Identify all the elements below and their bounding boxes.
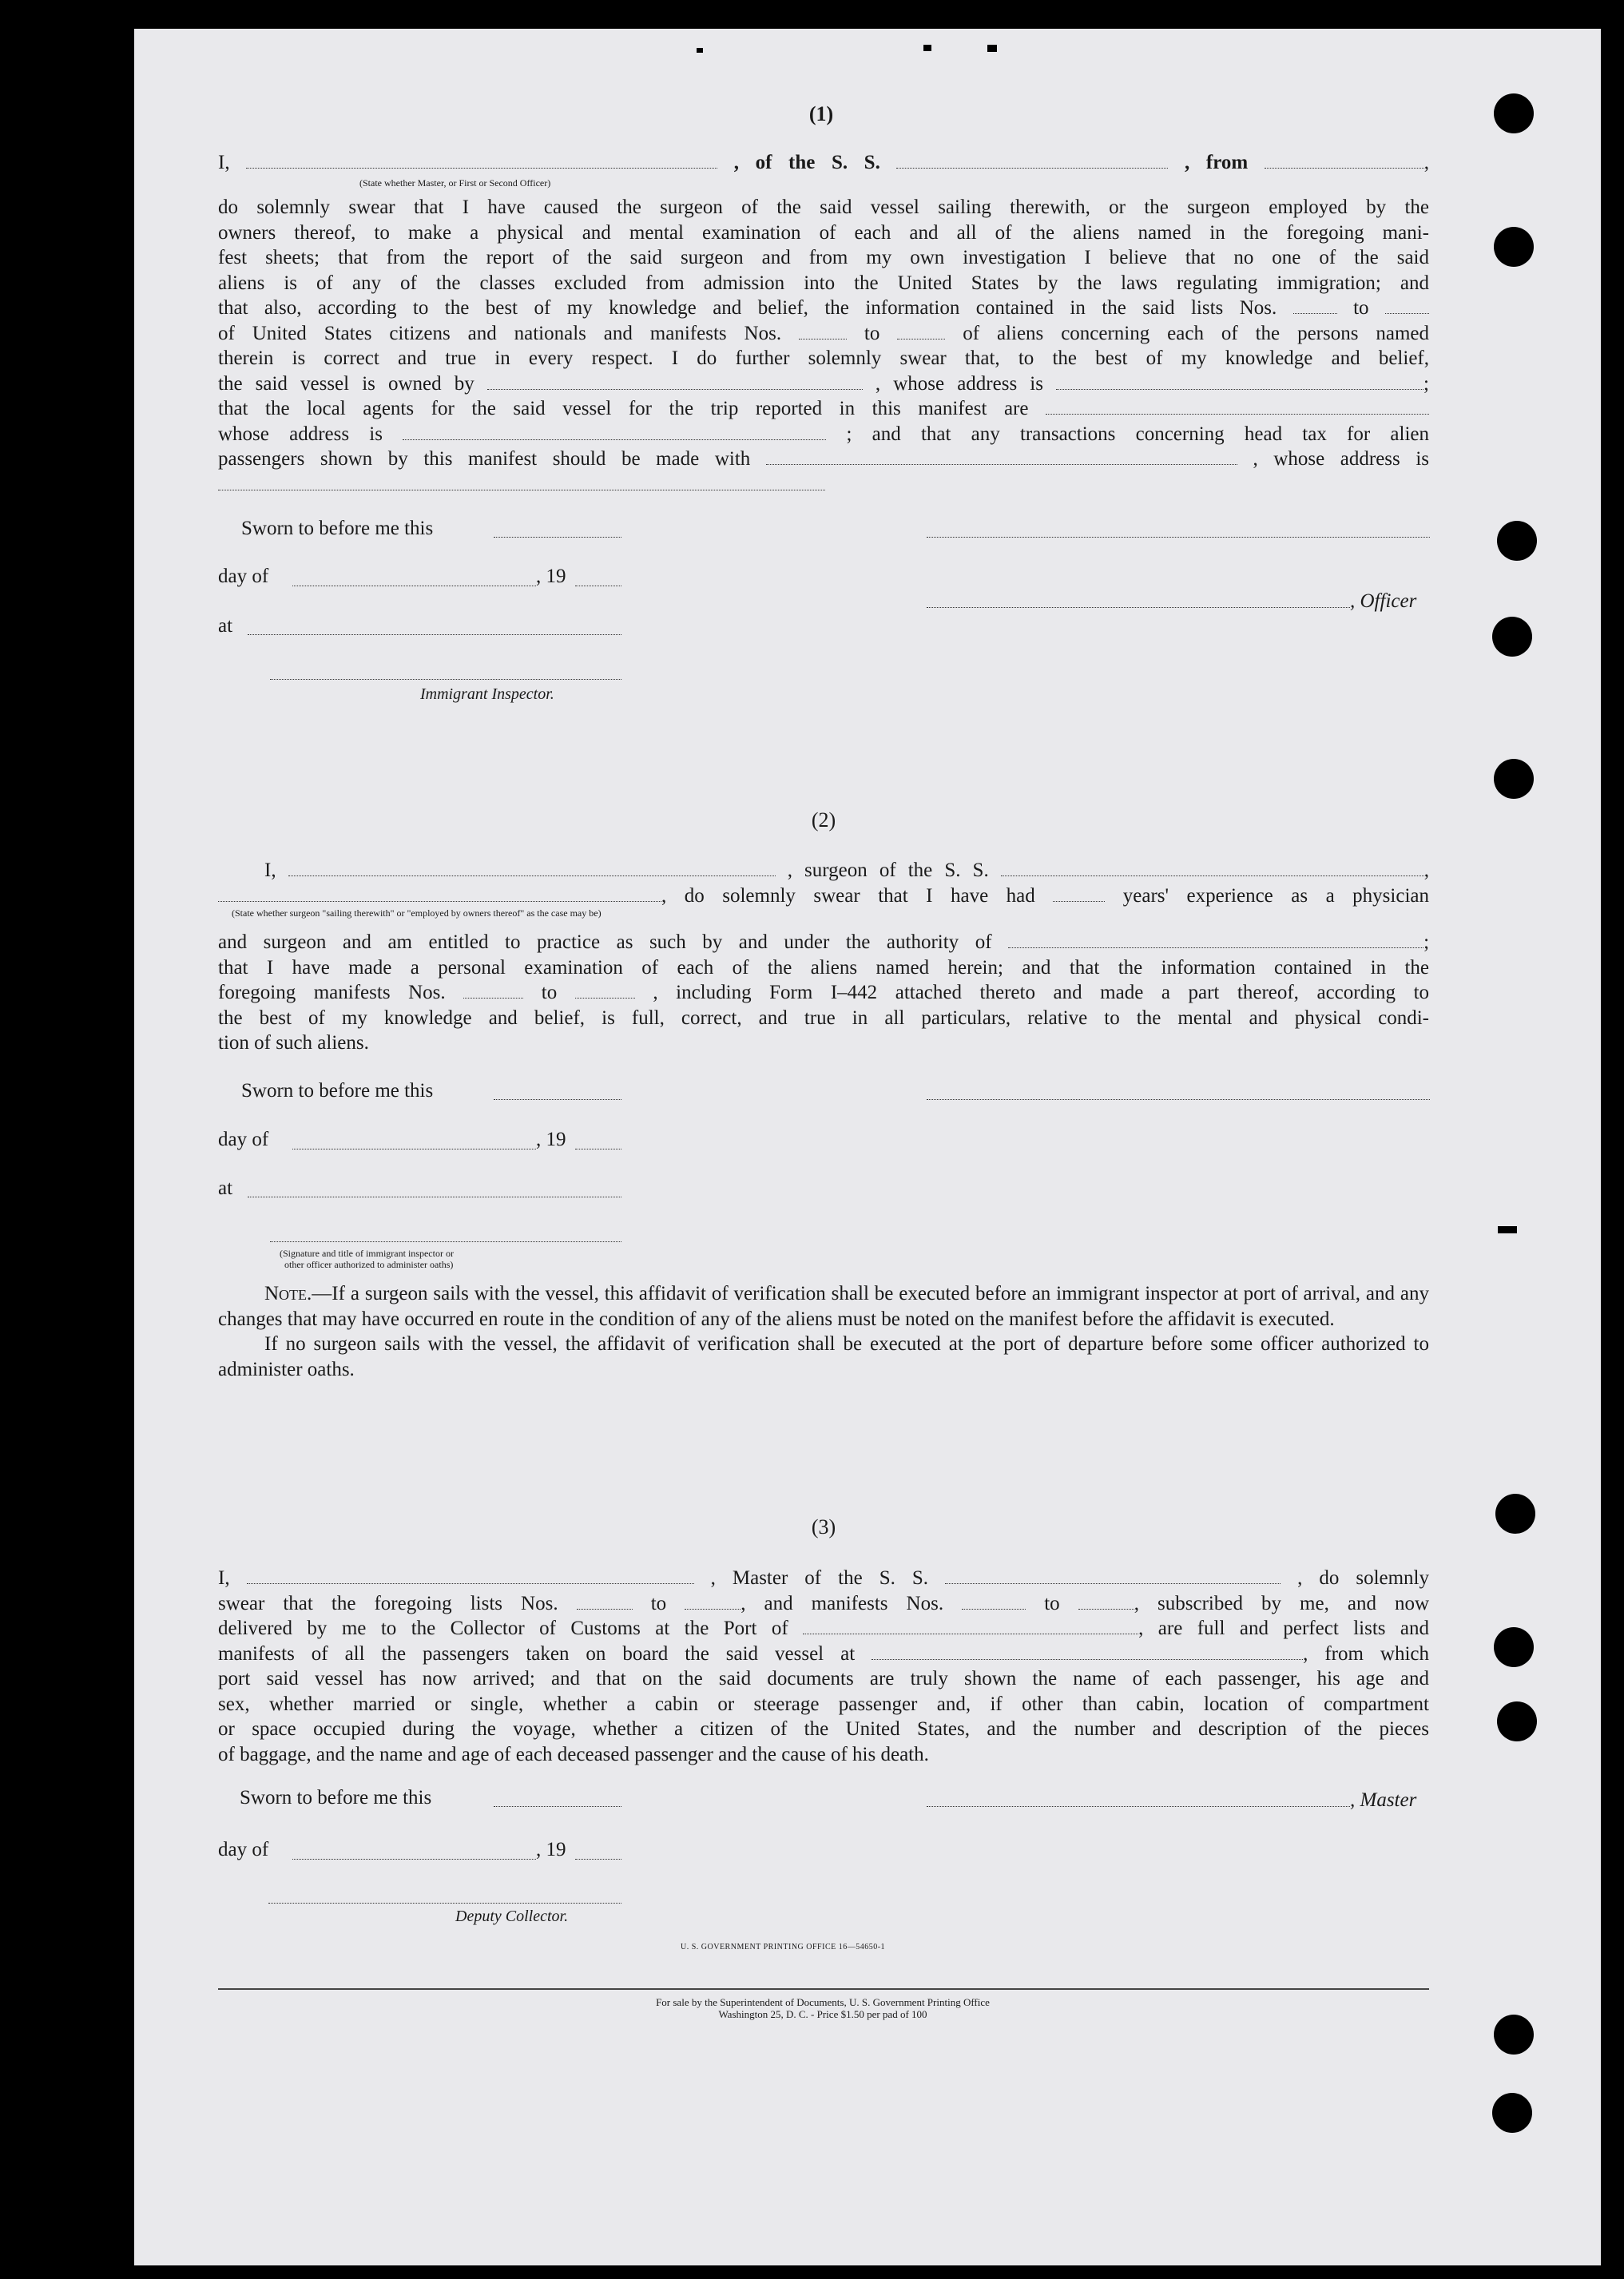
inspector-label: Immigrant Inspector.: [420, 685, 554, 703]
footer-rule: [218, 1988, 1429, 1990]
section-2-first-lines: I, , surgeon of the S. S. , , do solemnly swear that I have had years' experience as a physician: [218, 858, 1429, 908]
master-list-to-field[interactable]: [685, 1591, 741, 1610]
surgeon-status-field[interactable]: [218, 883, 661, 902]
day-of-label-3: day of: [218, 1839, 269, 1860]
section-1-number: (1): [808, 102, 834, 125]
at-label-1: at: [218, 615, 233, 637]
customs-port-field[interactable]: [803, 1616, 1138, 1634]
punch-hole-7: [1494, 1627, 1534, 1667]
head-tax-contact-field[interactable]: [766, 447, 1237, 465]
year-label-3: , 19: [536, 1839, 566, 1860]
year-field-3[interactable]: [575, 1859, 621, 1860]
day-of-label-1: day of: [218, 566, 269, 587]
master-manifest-to-field[interactable]: [1078, 1591, 1134, 1610]
master-signature-field[interactable]: [927, 1806, 1350, 1807]
officer-signature-line-top[interactable]: [927, 537, 1430, 538]
margin-mark: [923, 45, 931, 51]
sworn-label-1: Sworn to before me this: [241, 518, 434, 539]
officer-name-field[interactable]: [246, 150, 717, 169]
section-1-body: do solemnly swear that I have caused the surgeon of the said vessel sailing therewith, or the surgeon employed by the owners thereof, to make a physical and mental examination of each and all of the aliens named in the foregoing mani- fest sheets; that from the report of the said surgeon and from my own investigation I believe that no one of the said aliens is of any of the classes excluded from admission into the United States by the laws regulating immigration; and that also, according to the best of my knowledge and belief, the information contained in the said lists Nos. to of United States citizens and nationals and manifests Nos. to of aliens concerning each of the persons named therein is correct and true in every respect. I do further solemnly swear that, to the best of my knowledge and belief, the said vessel is owned by , whose address is ; that the local agents for the said vessel for the trip reported in this manifest are whose address is ; and that any transactions concerning head tax for alien passengers shown by this manifest should be made with , whose address is: [218, 195, 1429, 497]
years-experience-field[interactable]: [1053, 883, 1105, 902]
punch-hole-9: [1494, 2015, 1534, 2055]
sworn-date-field-1[interactable]: [494, 537, 621, 538]
surgeon-note: Note.—If a surgeon sails with the vessel, this affidavit of verification shall be executed before an immigrant inspector at port of arrival, and any changes that may have occurred en route in the condition of any of the aliens must be noted on the manifest before the affidavit is executed. If no surgeon sails with the vessel, the affidavit of verification shall be executed at the port of departure before some officer authorized to administer oaths.: [218, 1283, 1429, 1380]
list-from-field[interactable]: [1293, 296, 1337, 314]
inspector-signature-field-2[interactable]: [270, 1241, 621, 1242]
manifest-to-field[interactable]: [897, 321, 945, 339]
surgeon-signature-field[interactable]: [927, 1099, 1430, 1100]
surgeon-vessel-field[interactable]: [1001, 858, 1424, 876]
boarding-port-field[interactable]: [872, 1642, 1303, 1660]
signature-caption-line-1: (Signature and title of immigrant inspector or: [280, 1248, 454, 1259]
sworn-date-field-3[interactable]: [494, 1806, 621, 1807]
signature-caption-line-2: other officer authorized to administer oaths): [284, 1259, 454, 1270]
list-to-field[interactable]: [1385, 296, 1429, 314]
margin-mark: [1498, 1226, 1517, 1233]
officer-rank-caption: (State whether Master, or First or Second Officer): [359, 177, 551, 189]
sale-notice-line-1: For sale by the Superintendent of Documents, U. S. Government Printing Office: [656, 1996, 990, 2008]
departure-port-field[interactable]: [1265, 150, 1424, 169]
surgeon-manifest-from-field[interactable]: [463, 980, 523, 999]
day-of-field-3[interactable]: [292, 1859, 536, 1860]
margin-mark: [987, 45, 997, 52]
manifest-from-field[interactable]: [799, 321, 847, 339]
surgeon-status-caption: (State whether surgeon "sailing therewith" or "employed by owners thereof" as the case may be): [232, 907, 602, 919]
master-name-field[interactable]: [247, 1566, 694, 1584]
gpo-imprint: U. S. GOVERNMENT PRINTING OFFICE 16—54650-1: [681, 1943, 886, 1951]
punch-hole-3: [1497, 521, 1537, 561]
sale-notice-line-2: Washington 25, D. C. - Price $1.50 per pad of 100: [718, 2008, 927, 2020]
punch-hole-5: [1494, 759, 1534, 799]
officer-signature-field[interactable]: [927, 607, 1350, 608]
surgeon-name-field[interactable]: [288, 858, 776, 876]
deputy-collector-label: Deputy Collector.: [455, 1908, 569, 1925]
punch-hole-8: [1497, 1701, 1537, 1741]
year-label-2: , 19: [536, 1129, 566, 1150]
master-label: , Master: [1350, 1789, 1417, 1811]
local-agents-field[interactable]: [1046, 396, 1429, 415]
head-tax-address-field[interactable]: [218, 472, 825, 490]
punch-hole-2: [1494, 227, 1534, 267]
agent-address-field[interactable]: [403, 422, 826, 440]
officer-label: , Officer: [1350, 590, 1417, 612]
section-3-body: I, , Master of the S. S. , do solemnly swear that the foregoing lists Nos. to , and manifests Nos. to , subscribed by me, and now delivered by me to the Collector of Customs at the Port of , are full and perfect lists and manifests of all the passengers taken on board the said vessel at , from which port said vessel has now arrived; and that on the said documents are truly shown the name of each passenger, his age and sex, whether married or single, whether a cabin or steerage passenger and, if other than cabin, location of compartment or space occupied during the voyage, whether a citizen of the United States, and the number and description of the pieces of baggage, and the name and age of each deceased passenger and the cause of his death.: [218, 1567, 1430, 1765]
punch-hole-10: [1492, 2093, 1532, 2133]
sworn-label-2: Sworn to before me this: [241, 1080, 434, 1102]
section-2-number: (2): [811, 808, 836, 832]
section-1-first-line: I, , of the S. S. , from ,: [218, 152, 1430, 173]
section-3-number: (3): [811, 1515, 836, 1539]
day-of-label-2: day of: [218, 1129, 269, 1150]
punch-hole-4: [1492, 617, 1532, 657]
sworn-label-3: Sworn to before me this: [240, 1787, 432, 1809]
vessel-owner-field[interactable]: [487, 371, 863, 390]
sworn-date-field-2[interactable]: [494, 1099, 621, 1100]
margin-mark: [697, 48, 703, 53]
punch-hole-1: [1494, 93, 1534, 133]
deputy-signature-field[interactable]: [268, 1903, 621, 1904]
section-2-body: and surgeon and am entitled to practice as such by and under the authority of ; that I have made a personal examination of each of the aliens named herein; and that the information contained in the foregoing manifests Nos. to , including Form I–442 attached thereto and made a part thereof, according to the best of my knowledge and belief, is full, correct, and true in all particulars, relative to the mental and physical condi- tion of such aliens.: [218, 931, 1430, 1054]
punch-hole-6: [1495, 1494, 1535, 1534]
authority-field[interactable]: [1008, 930, 1423, 948]
master-manifest-from-field[interactable]: [962, 1591, 1026, 1610]
owner-address-field[interactable]: [1056, 371, 1423, 390]
master-list-from-field[interactable]: [577, 1591, 633, 1610]
surgeon-manifest-to-field[interactable]: [575, 980, 635, 999]
year-label-1: , 19: [536, 566, 566, 587]
vessel-name-field[interactable]: [896, 150, 1168, 169]
at-field-1[interactable]: [248, 634, 621, 635]
master-vessel-field[interactable]: [945, 1566, 1281, 1584]
inspector-signature-field[interactable]: [270, 679, 621, 680]
at-label-2: at: [218, 1177, 233, 1199]
